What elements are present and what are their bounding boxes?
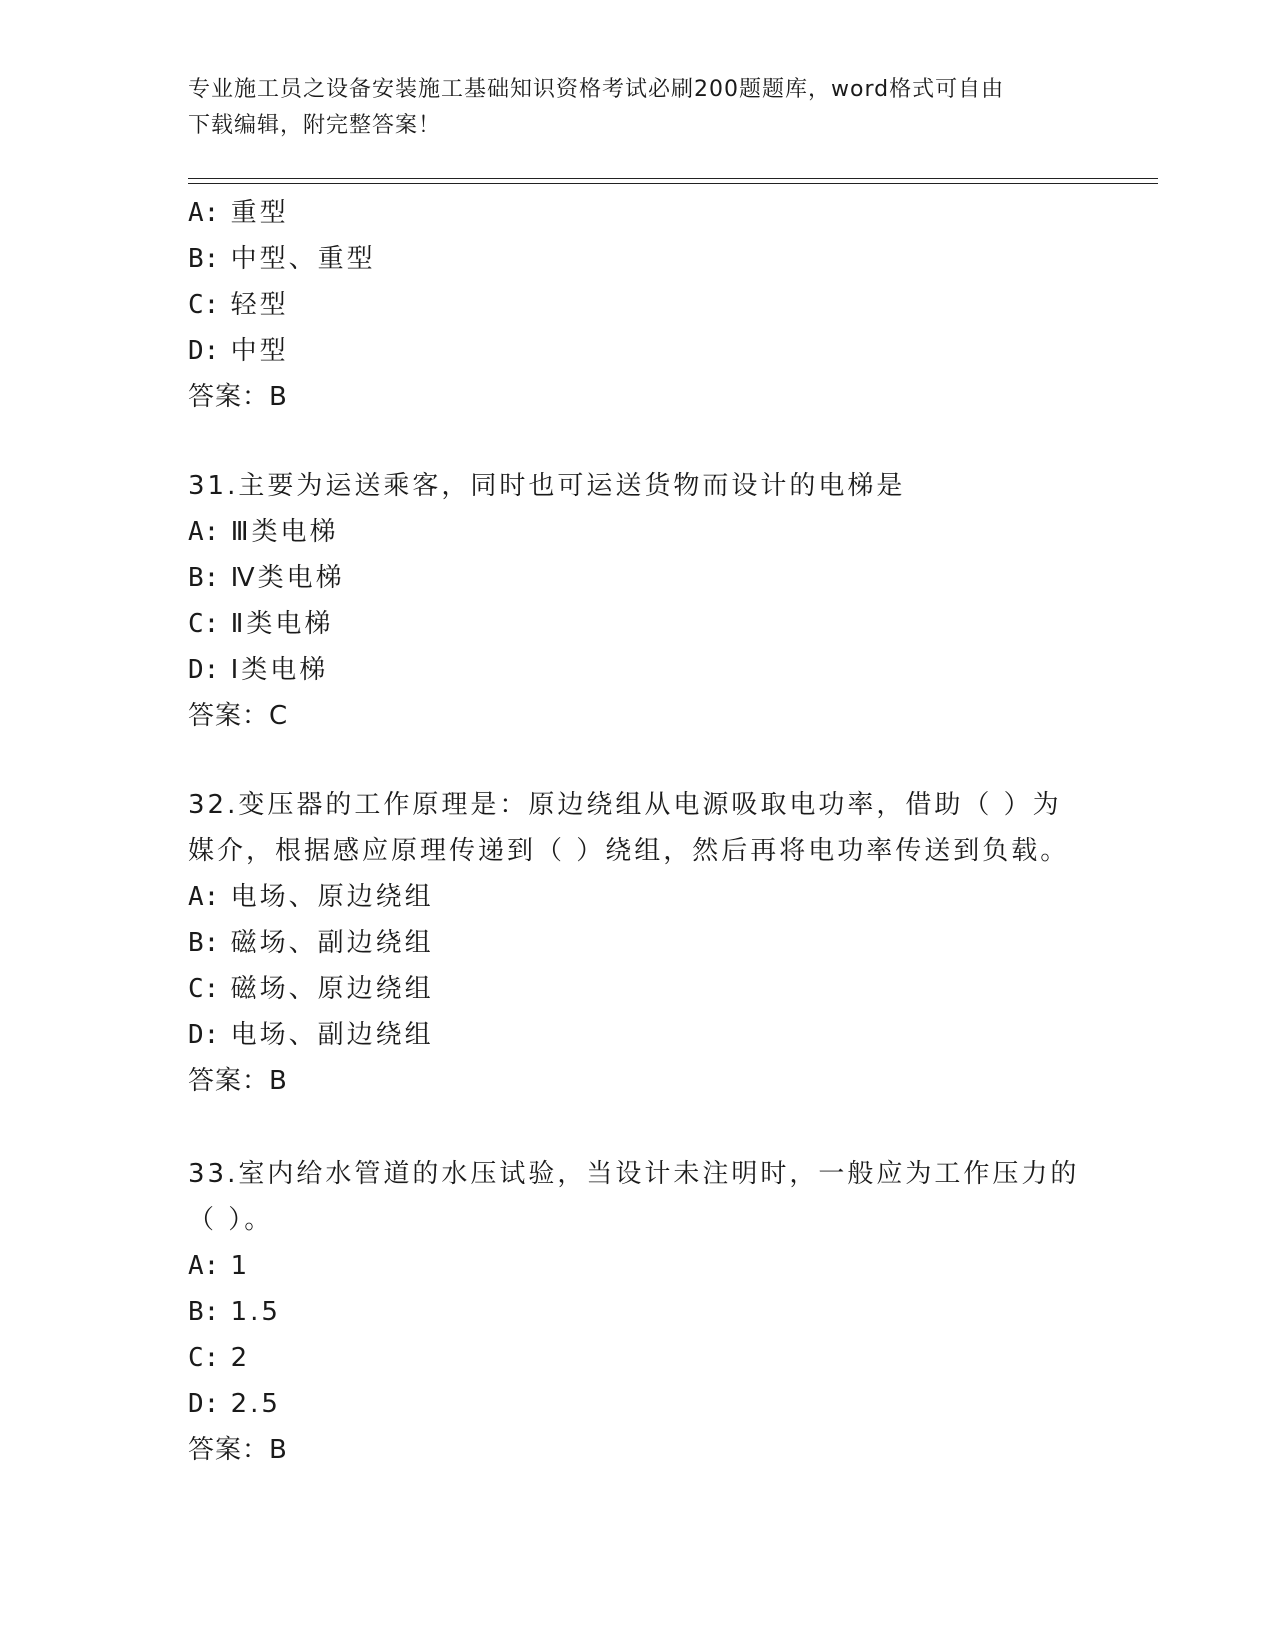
header-divider-bottom: [188, 183, 1158, 184]
stem-line: （ ）。: [188, 1205, 274, 1235]
question-30-continuation: [188, 190, 1148, 420]
option-c: C: 轻型: [188, 290, 289, 320]
stem-line: 31.主要为运送乘客，同时也可运送货物而设计的电梯是: [188, 471, 906, 501]
option-d: D: 电场、副边绕组: [188, 1020, 434, 1050]
option-b: B: Ⅳ类电梯: [188, 563, 345, 593]
option-b: B: 1.5: [188, 1297, 281, 1327]
option-c: C: 磁场、原边绕组: [188, 974, 434, 1004]
option-a: A: 重型: [188, 198, 289, 228]
option-a: A: 电场、原边绕组: [188, 882, 434, 912]
header-divider-top: [188, 178, 1158, 179]
question-stem: [188, 463, 1148, 509]
answer-line: 答案：B: [188, 1435, 287, 1465]
option-b: B: 中型、重型: [188, 244, 376, 274]
question-stem: [188, 1151, 1148, 1243]
option-a: A: 1: [188, 1251, 251, 1281]
question-31: [188, 463, 1148, 739]
stem-line: 33.室内给水管道的水压试验，当设计未注明时，一般应为工作压力的: [188, 1159, 1080, 1189]
stem-line: 媒介，根据感应原理传递到（ ）绕组，然后再将电功率传送到负载。: [188, 836, 1070, 866]
answer-line: 答案：B: [188, 382, 287, 412]
header-line-1: 专业施工员之设备安装施工基础知识资格考试必刷200题题库，word格式可自由: [188, 77, 1005, 102]
document-header: [188, 72, 1088, 144]
option-b: B: 磁场、副边绕组: [188, 928, 434, 958]
option-c: C: Ⅱ类电梯: [188, 609, 334, 639]
option-d: D: 中型: [188, 336, 289, 366]
question-32: [188, 782, 1148, 1104]
question-stem: [188, 782, 1148, 874]
stem-line: 32.变压器的工作原理是：原边绕组从电源吸取电功率，借助（ ）为: [188, 790, 1062, 820]
option-d: D: Ⅰ类电梯: [188, 655, 329, 685]
option-c: C: 2: [188, 1343, 251, 1373]
answer-line: 答案：C: [188, 701, 288, 731]
option-a: A: Ⅲ类电梯: [188, 517, 339, 547]
header-line-2: 下载编辑，附完整答案！: [188, 113, 442, 138]
answer-line: 答案：B: [188, 1066, 287, 1096]
question-33: [188, 1151, 1148, 1473]
option-d: D: 2.5: [188, 1389, 281, 1419]
